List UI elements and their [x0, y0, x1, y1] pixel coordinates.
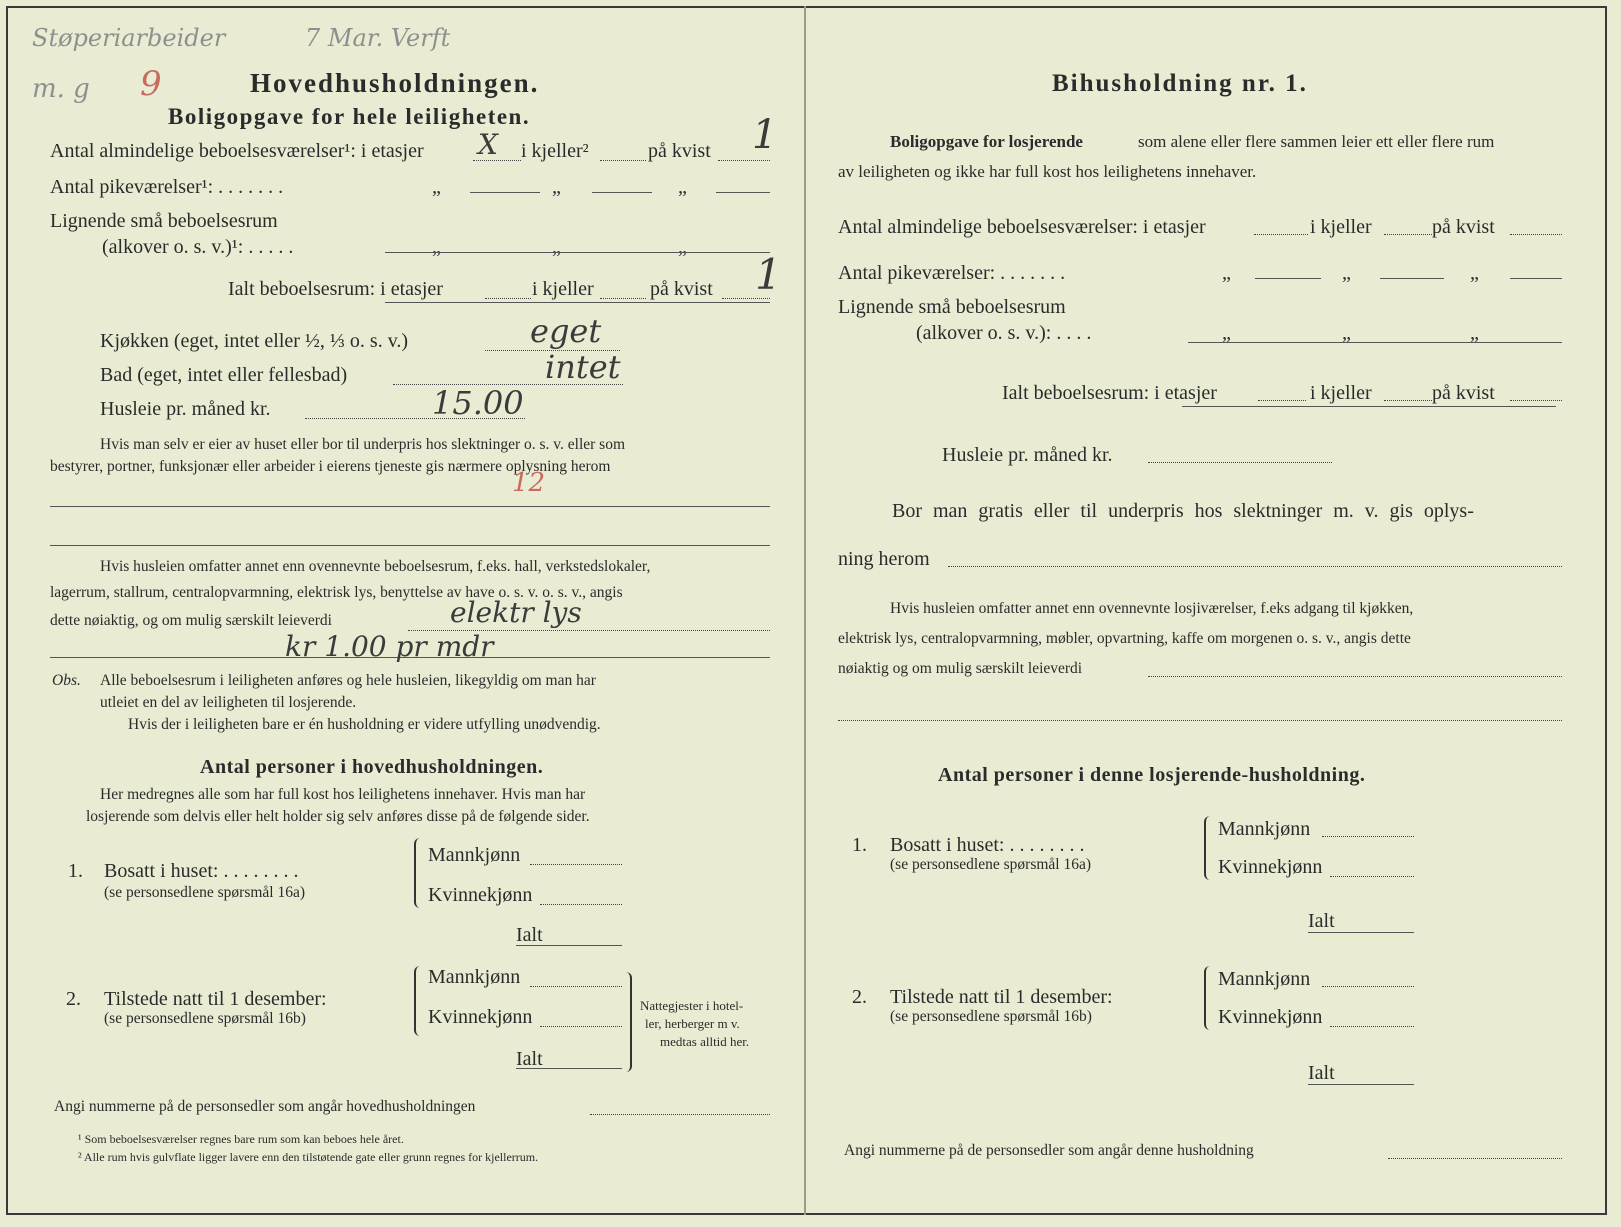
handwritten-number: 9 — [140, 64, 162, 104]
left-title: Hovedhusholdningen. — [250, 68, 540, 98]
right-husleie: Husleie pr. måned kr. — [942, 444, 1113, 466]
left-value-omfatter1: elektr lys — [450, 596, 582, 629]
left-subtitle: Boligopgave for hele leiligheten. — [168, 104, 531, 129]
right-persons-title: Antal personer i denne losjerende-husholdning. — [938, 764, 1366, 786]
left-row-pikevaerelser: Antal pikeværelser¹: . . . . . . . — [50, 176, 284, 198]
right-row-pikevaerelser: Antal pikeværelser: . . . . . . . — [838, 262, 1066, 284]
left-angi-nummerne: Angi nummerne på de personsedler som angår hovedhusholdningen — [54, 1098, 476, 1115]
left-value-ialt: 1 — [755, 250, 782, 299]
left-row-alkover: (alkover o. s. v.)¹: . . . . . — [102, 236, 294, 258]
left-tilstede: Tilstede natt til 1 desember: — [104, 988, 327, 1010]
left-row-almindelige: Antal almindelige beboelsesværelser¹: i etasjer — [50, 140, 424, 162]
left-label-kjeller: i kjeller² — [521, 140, 589, 162]
left-ialt-beboelsesrum: Ialt beboelsesrum: i etasjer — [228, 278, 443, 300]
center-fold — [804, 6, 806, 1215]
left-label-kvist: på kvist — [648, 140, 711, 162]
left-bad: Bad (eget, intet eller fellesbad) — [100, 364, 348, 386]
footnote-1: ¹ Som beboelsesværelser regnes bare rum som kan beboes hele året. — [78, 1132, 404, 1146]
left-bosatt: Bosatt i huset: . . . . . . . . — [104, 860, 299, 882]
left-value-kvist: 1 — [752, 112, 778, 158]
right-ialt-beboelsesrum: Ialt beboelsesrum: i etasjer — [1002, 382, 1217, 404]
census-form-sheet: Støperiarbeider 7 Mar. Verft m. g 9 Hovedhusholdningen. Boligopgave for hele leiligheten. Antal almindelige beboelsesværelser¹: i etasjer X i kjeller² på kvist 1 Antal pikeværelser¹: . . . . . . . „ „ „ Lignende små beboelsesrum (alkover o. s. v.)¹: . . . . . „ „ „ Ialt beboelsesrum: i etasjer i kjeller på kvist 1 Kjøkken (eget, intet eller ½, ⅓ o. s. v.) eget Bad (eget, intet eller fellesbad) intet Husleie pr. måned kr. 15.00 Hvis man selv er eier av huset eller bor til underpris hos slektninger o. s. v. eller som bestyrer, portner, funksjonær eller arbeider i eierens tjeneste gis nærmere oplysning herom 12 Hvis husleien omfatter annet enn ovennevnte beboelsesrum, f.eks. hall, verkstedslokaler, lagerrum, stallrum, centralopvarmning, elektrisk lys, benyttelse av have o. s. v. o. s. v., angis dette nøiaktig, og om mulig særskilt leieverdi elektr lys kr 1.00 pr mdr Obs. Alle beboelsesrum i leiligheten anføres og hele husleien, likegyldig om man har utleiet en del av leiligheten til losjerende. Hvis der i leiligheten bare er én husholdning er videre utfylling unødvendig. Antal personer i hovedhusholdningen. Her medregnes alle som har full kost hos leilighetens innehaver. Hvis man har losjerende som delvis eller helt holder sig selv anføres disse på de følgende sider. 1. Bosatt i huset: . . . . . . . . (se personsedlene spørsmål 16a) Mannkjønn Kvinnekjønn Ialt 2. Tilstede natt til 1 desember: (se personsedlene spørsmål 16b) Mannkjønn Kvinnekjønn Ialt Nattegjester i hotel- ler, herberger m v. medtas alltid her. Angi nummerne på de personsedler som angår hovedhusholdningen ¹ Som beboelsesværelser regnes bare rum som kan beboes hele året. ² Alle rum hvis gulvflate ligger lavere enn den tilstøtende gate eller grunn regnes for kjellerrum. Bihusholdning nr. 1. Boligopgave for losjerende som alene eller flere sammen leier ett eller flere rum av leiligheten og ikke har full kost hos leilighetens innehaver. Antal almindelige beboelsesværelser: i etasjer i kjeller på kvist Antal pikeværelser: . . . . . . . „ „ „ Lignende små beboelsesrum (alkover o. s. v.): . . . . „ „ „ Ialt beboelsesrum: i etasjer i kjeller på kvist Husleie pr. måned kr. Bor man gratis eller til underpris hos slektninger m. v. gis oplys- ning herom Hvis husleien omfatter annet enn ovennevnte losjiværelser, f.eks adgang til kjøkken, elektrisk lys, centralopvarmning, møbler, opvartning, kaffe om morgenen o. s. v., angis dette nøiaktig og om mulig særskilt leieverdi Antal personer i denne losjerende-husholdning. 1. Bosatt i huset: . . . . . . . . (se personsedlene spørsmål 16a) Mannkjønn Kvinnekjønn Ialt 2. Tilstede natt til 1 desember: (se personsedlene spørsmål 16b) Mannkjønn Kvinnekjønn Ialt Angi nummerne på de personsedler som angår denne husholdning — [0, 0, 1621, 1227]
left-value-omfatter2: kr 1.00 pr mdr — [285, 630, 494, 663]
left-row-lignende: Lignende små beboelsesrum — [50, 210, 278, 232]
left-persons-title: Antal personer i hovedhusholdningen. — [200, 756, 544, 778]
handwritten-workplace: 7 Mar. Verft — [305, 24, 451, 52]
right-row-almindelige: Antal almindelige beboelsesværelser: i etasjer — [838, 216, 1206, 238]
right-tilstede: Tilstede natt til 1 desember: — [890, 986, 1113, 1008]
left-value-etasjer: X — [478, 128, 498, 161]
handwritten-mg: m. g — [32, 74, 90, 104]
right-angi-nummerne: Angi nummerne på de personsedler som angår denne husholdning — [844, 1142, 1254, 1159]
left-value-bad: intet — [545, 348, 621, 386]
right-title: Bihusholdning nr. 1. — [1052, 70, 1308, 97]
left-value-kjokken: eget — [530, 312, 602, 350]
handwritten-occupation: Støperiarbeider — [32, 24, 226, 52]
right-bosatt: Bosatt i huset: . . . . . . . . — [890, 834, 1085, 856]
left-value-husleie: 15.00 — [432, 384, 524, 422]
footnote-2: ² Alle rum hvis gulvflate ligger lavere enn den tilstøtende gate eller grunn regnes for kjellerrum. — [78, 1150, 539, 1164]
left-kjokken: Kjøkken (eget, intet eller ½, ⅓ o. s. v.) — [100, 330, 409, 352]
left-husleie: Husleie pr. måned kr. — [100, 398, 271, 420]
left-value-eier: 12 — [512, 468, 546, 498]
